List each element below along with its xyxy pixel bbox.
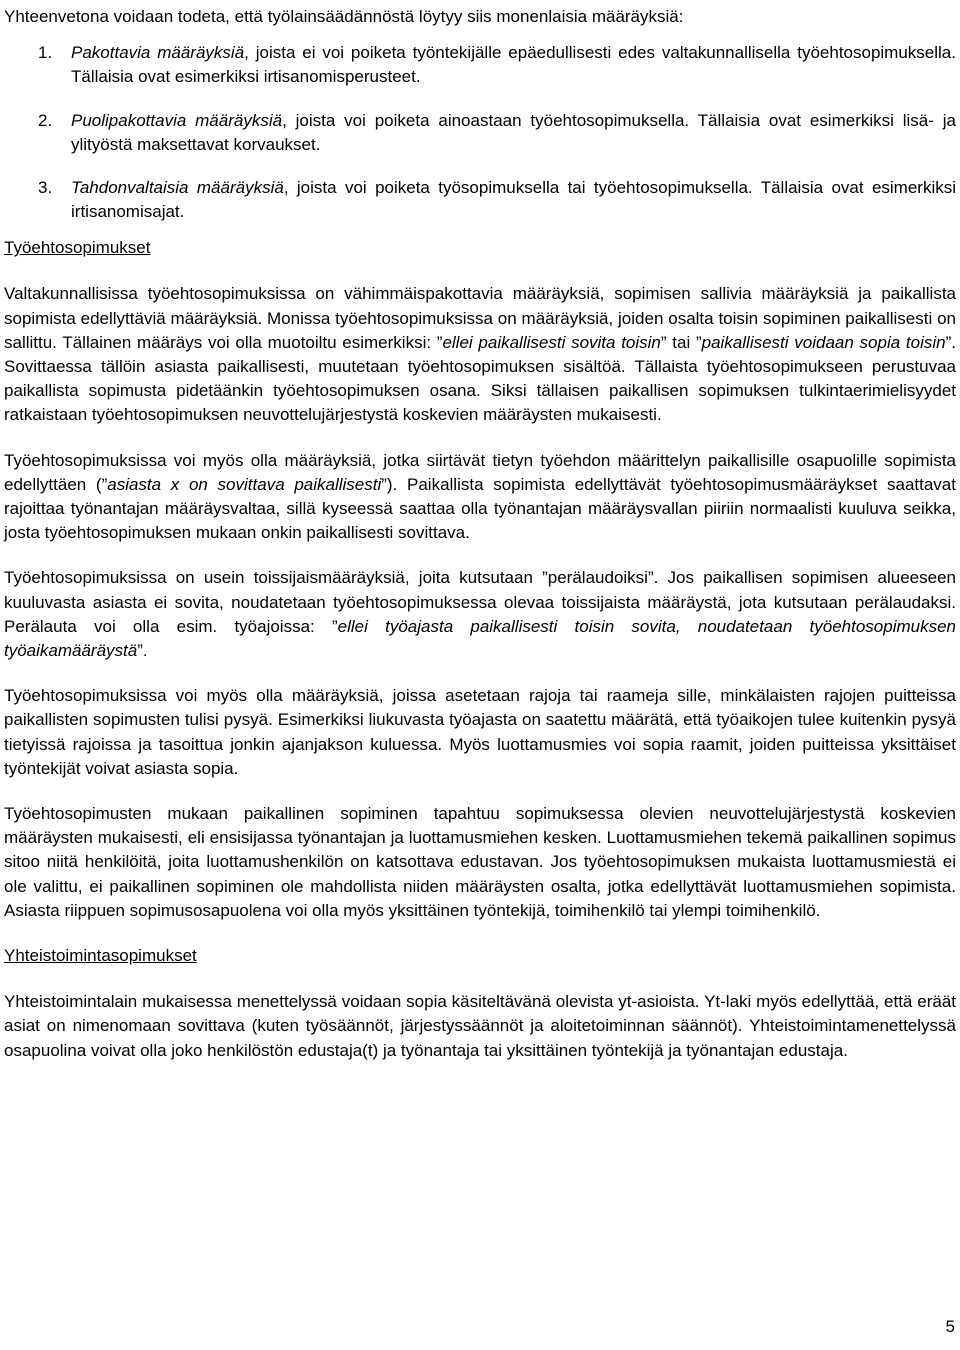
- quoted-clause: asiasta x on sovittava paikallisesti: [107, 474, 382, 494]
- paragraph: [4, 449, 956, 546]
- rule-term: Tahdonvaltaisia määräyksiä: [71, 178, 284, 198]
- rule-item-mandatory: [4, 41, 956, 89]
- document-page: [4, 5, 956, 1063]
- quoted-clause: ellei työajasta paikallisesti toisin sovita, noudatetaan työehtosopimuksen työaikamääräystä: [4, 616, 956, 661]
- rule-term: Pakottavia määräyksiä: [71, 43, 245, 63]
- paragraph: [4, 282, 956, 427]
- paragraph: [4, 566, 956, 663]
- quoted-clause: ellei paikallisesti sovita toisin: [442, 332, 661, 352]
- section-heading-cooperation-agreements: Yhteistoimintasopimukset: [4, 946, 197, 966]
- rule-text: , joista voi poiketa työsopimuksella tai työehtosopimuksella. Tällaisia ovat esimerkiksi irtisanomisajat.: [71, 178, 957, 222]
- paragraph: Työehtosopimuksissa voi myös olla määräyksiä, joissa asetetaan rajoja tai raameja sille, minkälaisten rajojen puitteissa paikallisten sopimusten tulisi pysyä. Esimerkiksi liukuvasta työajasta on saatettu määrätä, että työaikojen tulee kuitenkin pysyä tietyissä rajoissa ja tasoittua jonkin ajanjakson kuluessa. Myös luottamusmies voi sopia raamit, joiden puitteissa yksittäiset työntekijät voivat asiasta sopia.: [4, 686, 956, 778]
- rule-number: 2.: [38, 110, 53, 130]
- paragraph-text: Valtakunnallisissa työehtosopimuksissa on vähimmäispakottavia määräyksiä, sopimisen sallivia määräyksiä ja paikallista sopimista edellyttäviä määräyksiä. Monissa työehtosopimuksissa on määräyksiä, joiden osalta toisin sopiminen paikallisesti on sallittu. Tällainen määräys voi olla muotoiltu esimerkiksi: ”: [4, 284, 956, 352]
- quoted-clause: paikallisesti voidaan sopia toisin: [701, 332, 946, 352]
- page-number: 5: [945, 1317, 955, 1336]
- paragraph-text: ”.: [137, 641, 148, 661]
- rule-item-semi-mandatory: [4, 109, 956, 157]
- intro-text: Yhteenvetona voidaan todeta, että työlainsäädännöstä löytyy siis monenlaisia määräyksiä:: [4, 7, 684, 26]
- rule-text: , joista ei voi poiketa työntekijälle epäedullisesti edes valtakunnallisella työehtosopimuksella. Tällaisia ovat esimerkiksi irtisanomisperusteet.: [71, 43, 956, 87]
- paragraph-text: ” tai ”: [660, 332, 702, 352]
- rule-term: Puolipakottavia määräyksiä: [71, 110, 283, 130]
- paragraph: Työehtosopimusten mukaan paikallinen sopiminen tapahtuu sopimuksessa olevien neuvottelujärjestystä koskevien määräysten mukaisesti, eli ensisijassa työnantajan ja luottamusmiehen kesken. Luottamusmiehen tekemä paikallinen sopimus sitoo niitä henkilöitä, joita luottamushenkilön on katsottava edustavan. Jos työehtosopimuksen mukaista luottamusmiestä ei ole valittu, ei paikallinen sopiminen ole mahdollista niiden määräysten osalta, jotka edellyttävät luottamusmiehen sopimista. Asiasta riippuen sopimusosapuolena voi olla myös yksittäinen työntekijä, toimihenkilö tai ylempi toimihenkilö.: [4, 804, 956, 920]
- paragraph: Yhteistoimintalain mukaisessa menettelyssä voidaan sopia käsiteltävänä olevista yt-asioista. Yt-laki myös edellyttää, että eräät asiat on nimenomaan sovittava (kuten työsäännöt, järjestyssäännöt ja aloitetoiminnan säännöt). Yhteistoimintamenettelyssä osapuolina voivat olla joko henkilöstön edustaja(t) ja työnantaja tai yksittäinen työntekijä ja työnantajan edustaja.: [4, 992, 956, 1060]
- rule-number: 1.: [38, 43, 53, 63]
- paragraph-text: ”. Sovittaessa tällöin asiasta paikallisesti, muutetaan työehtosopimuksen sisältöä. Tällaista työehtosopimukseen perustuvaa paikallista sopimusta pidetäänkin työehtosopimuksen osana. Siksi tällaisen paikallisen sopimuksen tulkintaerimielisyydet ratkaistaan työehtosopimuksen neuvottelujärjestystä koskevien määräysten mukaisesti.: [4, 332, 956, 425]
- rule-item-discretionary: [4, 176, 956, 224]
- rule-number: 3.: [38, 178, 53, 198]
- rule-text: , joista voi poiketa ainoastaan työehtosopimuksella. Tällaisia ovat esimerkiksi lisä- ja ylityöstä maksettavat korvaukset.: [71, 110, 956, 154]
- paragraph-text: ”). Paikallista sopimista edellyttävät työehtosopimusmääräykset saattavat rajoittaa työnantajan määräysvaltaa, sillä kyseessä saattaa olla työnantajan määräysvallan piiriin normaalisti kuuluva seikka, josta työehtosopimuksen mukaan onkin paikallisesti sovittava.: [4, 474, 956, 543]
- paragraph-text: Työehtosopimuksissa on usein toissijaismääräyksiä, joita kutsutaan ”perälaudoiksi”. Jos paikallisen sopimisen alueeseen kuuluvasta asiasta ei sovita, noudatetaan työehtosopimuksessa olevaa toissijaista määräystä, jota kutsutaan perälaudaksi. Perälauta voi olla esim. työajoissa: ”: [4, 568, 956, 636]
- section-heading-collective-agreements: Työehtosopimukset: [4, 238, 151, 258]
- paragraph-text: Työehtosopimuksissa voi myös olla määräyksiä, jotka siirtävät tietyn työehdon määrittelyn paikallisille osapuolille sopimista edellyttäen (”: [4, 450, 956, 494]
- rule-list: [4, 41, 956, 224]
